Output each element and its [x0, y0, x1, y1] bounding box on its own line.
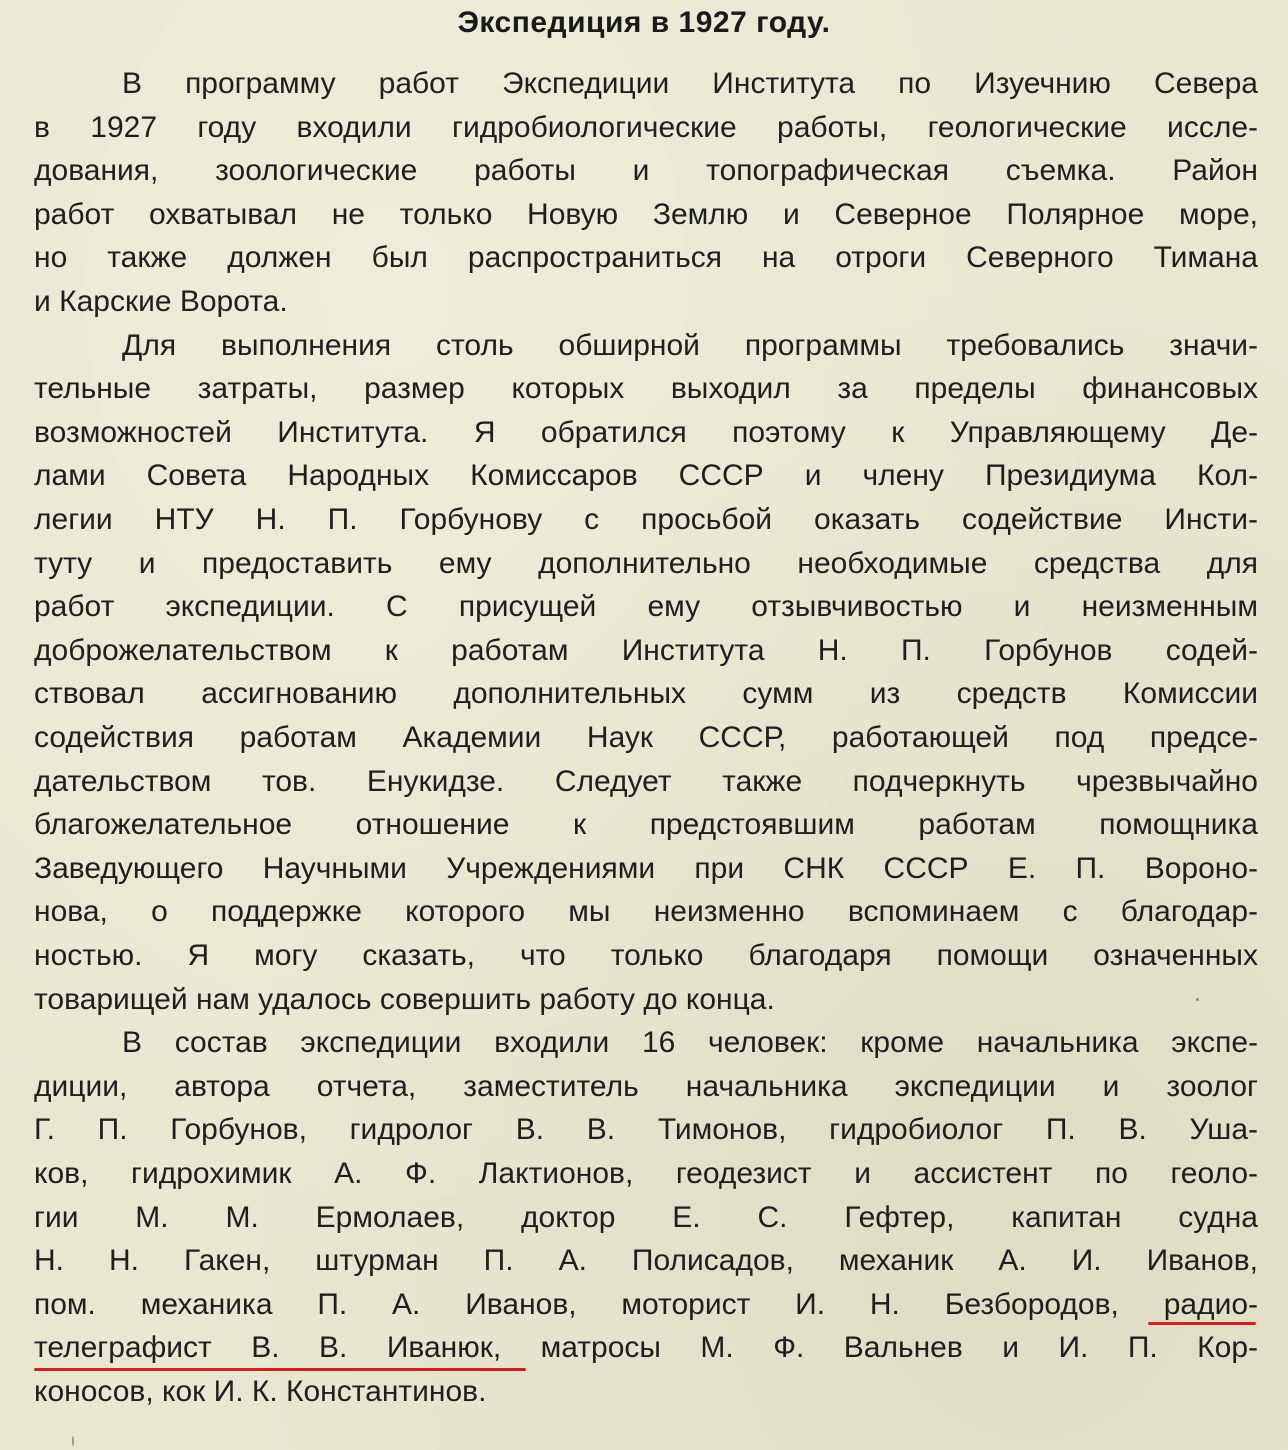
text-line: и Карские Ворота.: [34, 285, 288, 318]
text-line: Заведующего Научными Учреждениями при СНК СССР Е. П. Вороно-: [34, 852, 1258, 885]
text-line: Н. Н. Гакен, штурман П. А. Полисадов, механик А. И. Иванов,: [34, 1244, 1258, 1277]
text-line: благожелательное отношение к предстоявшим работам помощника: [34, 808, 1258, 841]
text-line: Для выполнения столь обширной программы требовались значи-: [122, 329, 1258, 362]
text-line: но также должен был распространиться на отроги Северного Тимана: [34, 241, 1258, 274]
text-line: в 1927 году входили гидробиологические работы, геологические иссле-: [34, 111, 1258, 144]
text-line: диции, автора отчета, заместитель начальника экспедиции и зоолог: [34, 1070, 1258, 1103]
text-line: Г. П. Горбунов, гидролог В. В. Тимонов, гидробиолог П. В. Уша-: [34, 1113, 1258, 1146]
text-line: доброжелательством к работам Института Н. П. Горбунов содей-: [34, 634, 1258, 667]
text-line: товарищей нам удалось совершить работу до конца.: [34, 983, 775, 1016]
text-line: туту и предоставить ему дополнительно необходимые средства для: [34, 547, 1258, 580]
text-line: лами Совета Народных Комиссаров СССР и члену Президиума Кол-: [34, 459, 1258, 492]
text-line: коносов, кок И. К. Константинов.: [34, 1375, 487, 1408]
text-line: тельные затраты, размер которых выходил за пределы финансовых: [34, 372, 1258, 405]
text-line: ностью. Я могу сказать, что только благодаря помощи означенных: [34, 939, 1258, 972]
text-line: гии М. М. Ермолаев, доктор Е. С. Гефтер, капитан судна: [34, 1201, 1258, 1234]
text-line: нова, о поддержке которого мы неизменно вспоминаем с благодар-: [34, 895, 1258, 928]
print-speck: [72, 1436, 74, 1446]
text-line: пом. механика П. А. Иванов, моторист И. Н. Безбородов, радио-: [34, 1288, 1258, 1321]
text-line: телеграфист В. В. Иванюк, матросы М. Ф. Вальнев и И. П. Кор-: [34, 1331, 1258, 1364]
text-line: работ охватывал не только Новую Землю и Северное Полярное море,: [34, 198, 1258, 231]
print-speck: [1196, 998, 1199, 1001]
text-line: ствовал ассигнованию дополнительных сумм из средств Комиссии: [34, 677, 1258, 710]
text-line: В программу работ Экспедиции Института по Изуечнию Севера: [122, 67, 1258, 100]
text-line: В состав экспедиции входили 16 человек: кроме начальника экспе-: [122, 1026, 1258, 1059]
text-line: дательством тов. Енукидзе. Следует также подчеркнуть чрезвычайно: [34, 765, 1258, 798]
red-underline-radio: [1148, 1322, 1256, 1325]
text-line: возможностей Института. Я обратился поэтому к Управляющему Де-: [34, 416, 1258, 449]
text-line: дования, зоологические работы и топографическая съемка. Район: [34, 154, 1258, 187]
text-line: легии НТУ Н. П. Горбунову с просьбой оказать содействие Инсти-: [34, 503, 1258, 536]
text-line: содействия работам Академии Наук СССР, работающей под предсе-: [34, 721, 1258, 754]
red-underline-telegraphist: [34, 1368, 526, 1371]
page-title: Экспедиция в 1927 году.: [457, 6, 831, 39]
text-line: работ экспедиции. С присущей ему отзывчивостью и неизменным: [34, 590, 1258, 623]
text-line: ков, гидрохимик А. Ф. Лактионов, геодезист и ассистент по геоло-: [34, 1157, 1258, 1190]
